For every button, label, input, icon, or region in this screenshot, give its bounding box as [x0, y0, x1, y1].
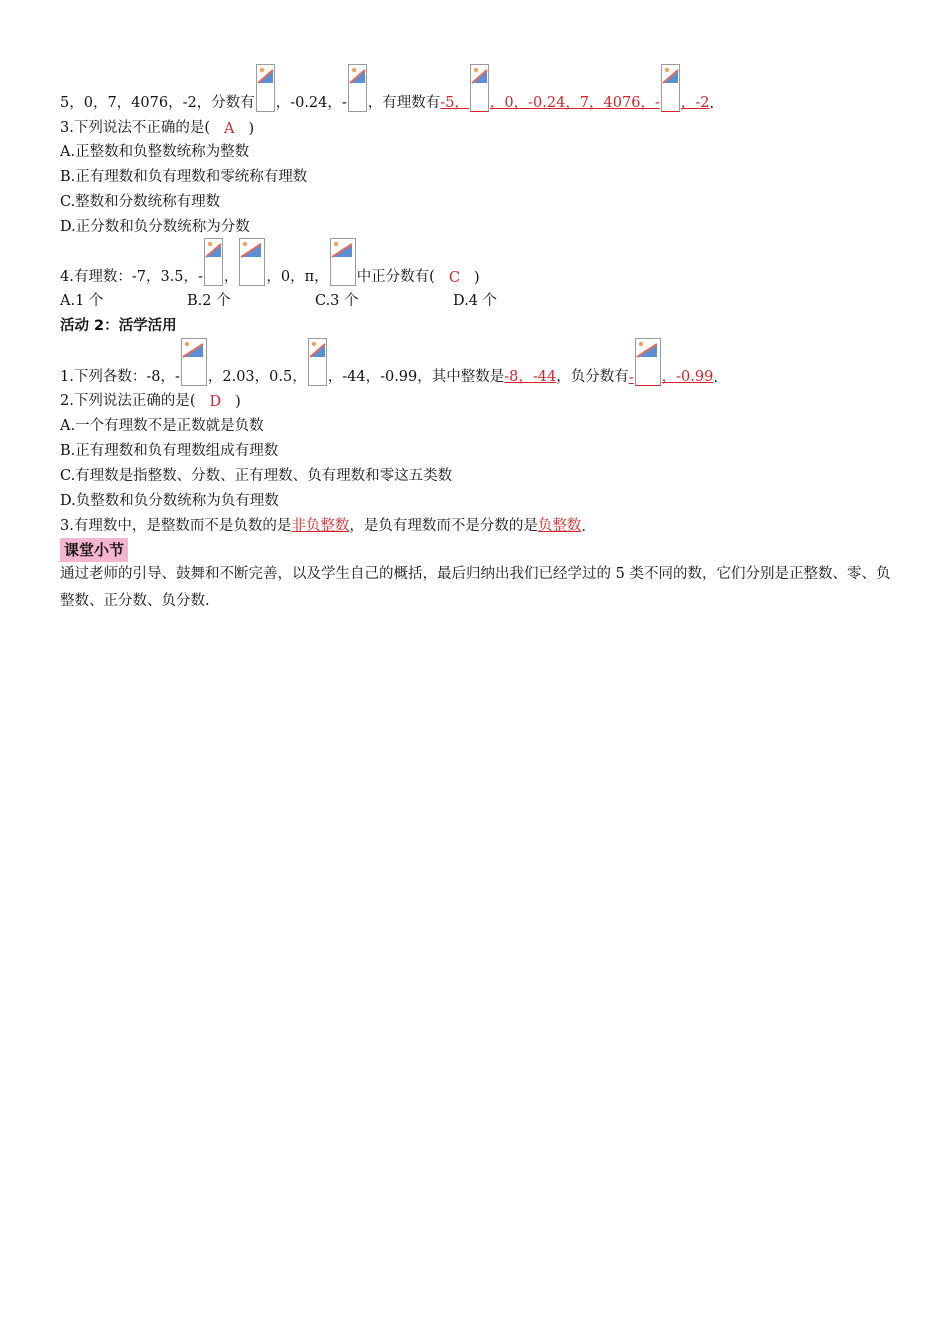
text: ，负分数有: [556, 369, 629, 385]
q4-option-a: A.1 个: [60, 293, 104, 309]
activity-question-2: [60, 388, 241, 410]
broken-image-icon: [330, 238, 356, 286]
question-stem: 2.下列说法正确的是(: [60, 393, 196, 409]
text: .: [709, 96, 715, 112]
text: ): [473, 270, 480, 286]
text: .: [581, 519, 586, 535]
broken-image-icon: [635, 338, 661, 386]
broken-image-icon: [256, 64, 275, 112]
a2-option-b: B.正有理数和负有理数组成有理数: [60, 443, 279, 459]
text: ，-0.24，-: [275, 95, 347, 111]
text: ，0，π，: [266, 269, 329, 285]
activity-question-1: [60, 336, 718, 386]
q4-option-b: B.2 个: [187, 293, 231, 309]
q3-option-d: D.正分数和负分数统称为分数: [60, 219, 250, 235]
summary-text: 通过老师的引导、鼓舞和不断完善，以及学生自己的概括，最后归纳出我们已经学过的 5 类不同的数，它们分别是正整数、零、负整数、正分数、负分数.: [60, 566, 891, 609]
answer-text: -: [628, 370, 634, 386]
answer-text: ，-0.99: [661, 369, 714, 385]
broken-image-icon: [308, 338, 327, 386]
broken-image-icon: [239, 238, 265, 286]
activity-question-3: [60, 513, 586, 535]
a2-option-d: D.负整数和负分数统称为负有理数: [60, 493, 279, 509]
answer-choice: A: [224, 121, 235, 137]
broken-image-icon: [661, 64, 680, 112]
text: 5，0，7，4076，-2，分数有: [60, 95, 255, 111]
broken-image-icon: [204, 238, 223, 286]
question-stem: 4.有理数：-7，3.5，-: [60, 269, 203, 285]
answer-choice: C: [448, 270, 460, 286]
broken-image-icon: [181, 338, 207, 386]
answer-text: -5，: [440, 95, 469, 111]
activity-2-heading: 活动 2：活学活用: [60, 318, 177, 334]
text: ，2.03，0.5，: [207, 369, 307, 385]
question-stem: 3.有理数中，是整数而不是负数的是: [60, 518, 292, 534]
answer-text: 负整数: [537, 518, 582, 534]
answer-text: ，0，-0.24，7，4076，-: [489, 95, 660, 111]
q4-option-c: C.3 个: [315, 293, 359, 309]
q4-options: [60, 288, 497, 310]
text: ，-44，-0.99，其中整数是: [327, 369, 505, 385]
text: 中正分数有(: [356, 269, 435, 285]
q3-option-b: B.正有理数和负有理数和零统称有理数: [60, 169, 308, 185]
q3-option-a: A.正整数和负整数统称为整数: [60, 144, 250, 160]
question-3: [60, 115, 254, 137]
text: ): [235, 394, 241, 410]
summary-heading: 课堂小节: [60, 538, 128, 562]
a2-option-a: A.一个有理数不是正数就是负数: [60, 418, 264, 434]
broken-image-icon: [470, 64, 489, 112]
broken-image-icon: [348, 64, 367, 112]
answer-choice: D: [209, 394, 222, 410]
answer-text: -8，-44: [504, 369, 557, 385]
question-4: [60, 236, 480, 286]
line-number-classification: [60, 62, 714, 112]
text: ): [248, 121, 255, 137]
a2-option-c: C.有理数是指整数、分数、正有理数、负有理数和零这五类数: [60, 468, 453, 484]
answer-text: ，-2: [680, 95, 710, 111]
q4-option-d: D.4 个: [453, 293, 498, 309]
text: ，有理数有: [367, 95, 441, 111]
text: .: [713, 370, 718, 386]
answer-text: 非负整数: [291, 518, 350, 534]
question-stem: 3.下列说法不正确的是(: [60, 120, 210, 136]
text: ，: [223, 269, 239, 285]
q3-option-c: C.整数和分数统称有理数: [60, 194, 221, 210]
text: ，是负有理数而不是分数的是: [349, 518, 538, 534]
question-stem: 1.下列各数：-8，-: [60, 369, 180, 385]
